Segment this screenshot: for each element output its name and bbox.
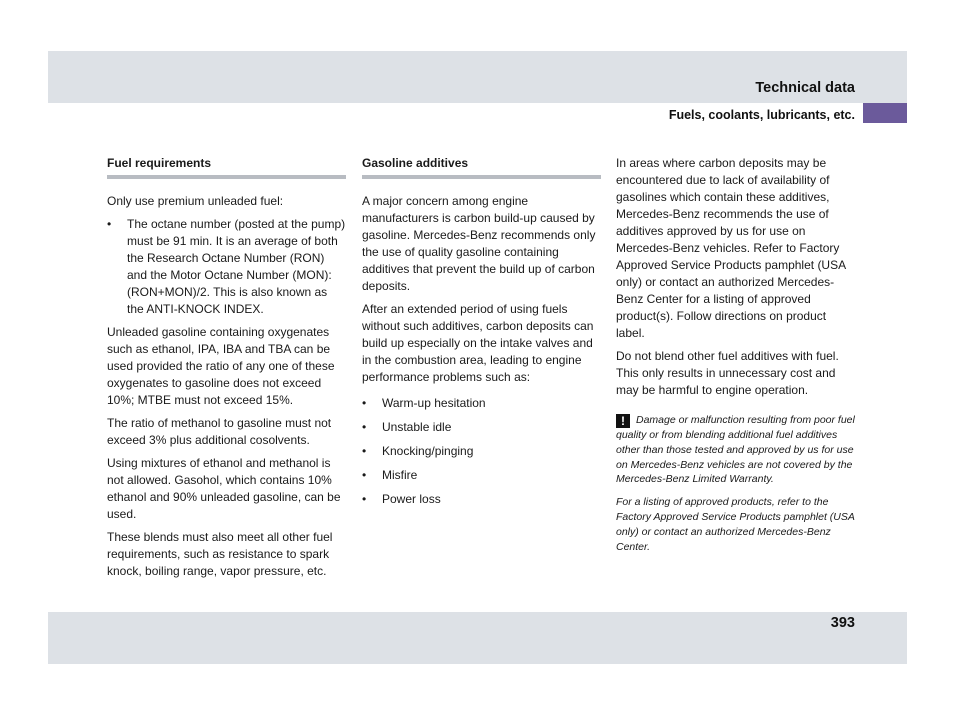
do-not-blend-paragraph: Do not blend other fuel additives with fuel. This only results in unnecessary cost and may be harmful to engine operation.	[616, 349, 839, 397]
methanol-paragraph: The ratio of methanol to gasoline must not exceed 3% plus additional cosolvents.	[107, 416, 332, 447]
fuel-requirements-intro: Only use premium unleaded fuel:	[107, 194, 284, 208]
chapter-tab-marker	[863, 103, 907, 123]
gasoline-additives-column	[362, 155, 601, 515]
gasohol-paragraph: Using mixtures of ethanol and methanol is not allowed. Gasohol, which contains 10% ethanol and 90% unleaded gasoline, can be used.	[107, 456, 341, 521]
approved-products-note: For a listing of approved products, refer to the Factory Approved Service Products pamphlet (USA only) or contact an authorized Mercedes-Benz Center.	[616, 496, 855, 553]
chapter-title: Technical data	[755, 80, 855, 96]
warning-exclamation-icon: !	[616, 414, 630, 428]
list-item: • Unstable idle	[362, 419, 601, 436]
warning-block	[616, 413, 855, 487]
fuel-requirements-list	[107, 216, 346, 318]
list-item: • Warm-up hesitation	[362, 395, 601, 412]
performance-problems-list	[362, 395, 601, 508]
list-item: • Misfire	[362, 467, 601, 484]
list-item: • The octane number (posted at the pump) must be 91 min. It is an average of both the Research Octane Number (RON) and the Motor Octane Number (MON): (RON+MON)/2. This is also known as the ANTI-KNOCK INDEX.	[107, 216, 346, 318]
carbon-buildup-paragraph: A major concern among engine manufacturers is carbon build-up caused by gasoline. Mercedes-Benz recommends only the use of quality gasoline containing additives that prevent the build up of carbon deposits.	[362, 194, 596, 293]
warning-text: Damage or malfunction resulting from poor fuel quality or from blending additional fuel additives other than those tested and approved by us for use on Mercedes-Benz vehicles are not covered by the Mercedes-Benz Limited Warranty.	[616, 414, 855, 486]
list-item: • Power loss	[362, 491, 601, 508]
fuel-requirements-heading: Fuel requirements	[107, 155, 346, 179]
footer-band	[48, 612, 907, 664]
fuel-requirements-column	[107, 155, 346, 586]
list-item: • Knocking/pinging	[362, 443, 601, 460]
page-number: 393	[830, 615, 855, 631]
additives-usage-column	[616, 155, 855, 554]
gasoline-additives-heading: Gasoline additives	[362, 155, 601, 179]
blends-paragraph: These blends must also meet all other fuel requirements, such as resistance to spark knock, boiling range, vapor pressure, etc.	[107, 530, 333, 578]
oxygenates-paragraph: Unleaded gasoline containing oxygenates such as ethanol, IPA, IBA and TBA can be used provided the ratio of any one of these oxygenates to gasoline does not exceed 10%; MTBE must not exceed 15%.	[107, 325, 335, 407]
section-subtitle: Fuels, coolants, lubricants, etc.	[668, 108, 855, 122]
deposits-paragraph: After an extended period of using fuels without such additives, carbon deposits can build up especially on the intake valves and in the combustion area, leading to engine performance problems such as:	[362, 302, 594, 384]
carbon-areas-paragraph: In areas where carbon deposits may be encountered due to lack of availability of gasolines which contain these additives, Mercedes-Benz recommends the use of additives approved by us for use on Mercedes-Benz vehicles. Refer to Factory Approved Service Products pamphlet (USA only) or contact an authorized Mercedes-Benz Center for a listing of approved product(s). Follow directions on product label.	[616, 156, 846, 340]
